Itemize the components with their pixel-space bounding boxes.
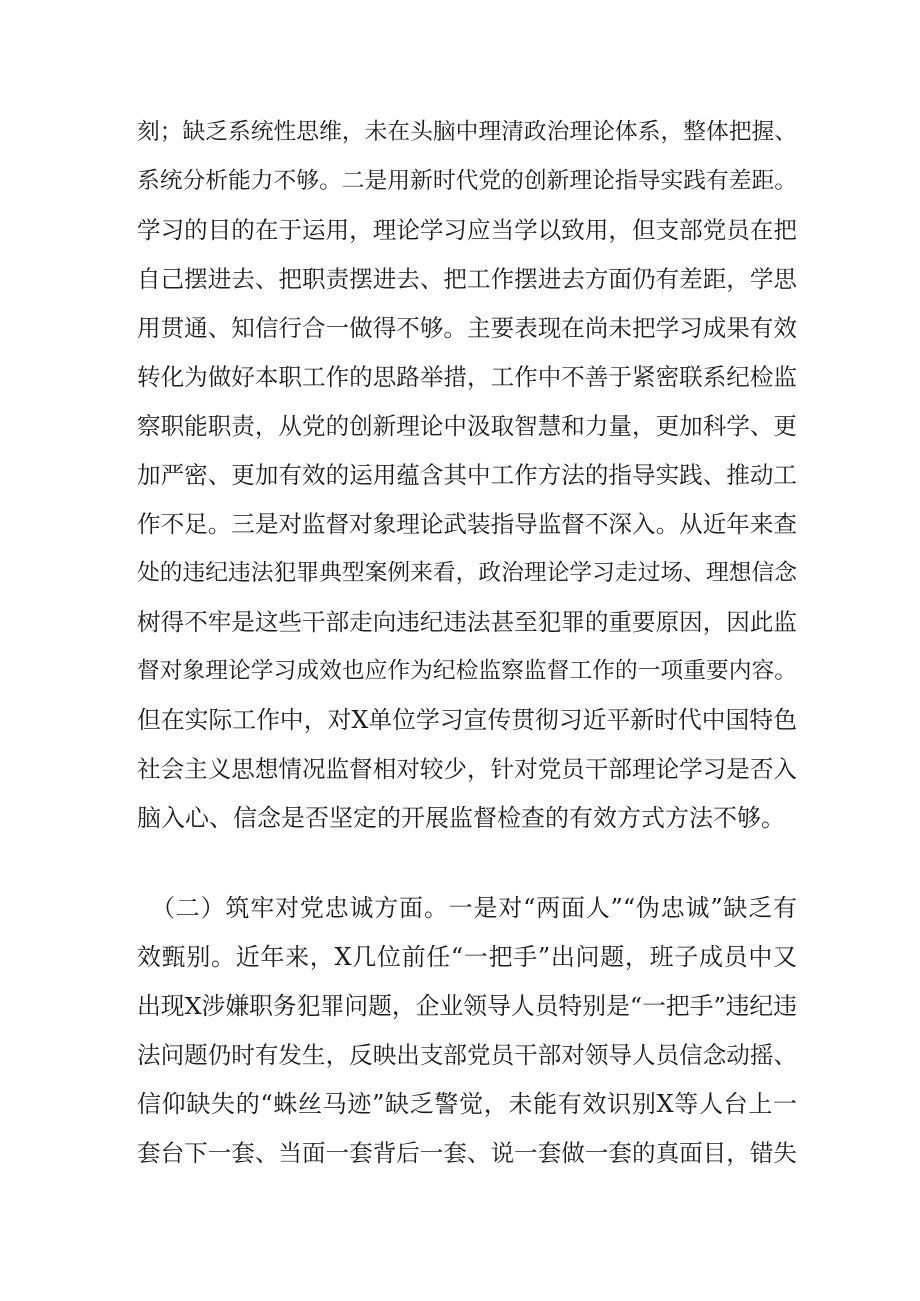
text-line: 刻；缺乏系统性思维，未在头脑中理清政治理论体系，整体把握、: [137, 119, 797, 145]
text-line: 处的违纪违法犯罪典型案例来看，政治理论学习走过场、理想信念: [137, 560, 797, 586]
text-line: 作不足。三是对监督对象理论武装指导监督不深入。从近年来查: [137, 510, 797, 538]
text-line: 系统分析能力不够。二是用新时代党的创新理论指导实践有差距。: [137, 168, 797, 194]
text-line: 信仰缺失的“蛛丝马迹”缺乏警觉，未能有效识别X等人台上一: [137, 1090, 797, 1118]
text-line: 脑入心、信念是否坚定的开展监督检查的有效方式方法不够。: [137, 804, 785, 832]
text-line: 社会主义思想情况监督相对较少，针对党员干部理论学习是否入: [137, 755, 797, 783]
text-line: 用贯通、知信行合一做得不够。主要表现在尚未把学习成果有效: [137, 314, 797, 342]
text-line: 督对象理论学习成效也应作为纪检监察监督工作的一项重要内容。: [137, 658, 797, 684]
text-line: 察职能职责，从党的创新理论中汲取智慧和力量，更加科学、更: [137, 412, 797, 440]
text-line: 加严密、更加有效的运用蕴含其中工作方法的指导实践、推动工: [137, 461, 797, 489]
text-line: 效甄别。近年来，X几位前任“一把手”出问题，班子成员中又: [137, 943, 797, 971]
text-line: 学习的目的在于运用，理论学习应当学以致用，但支部党员在把: [137, 216, 797, 244]
text-line: 树得不牢是这些干部走向违纪违法甚至犯罪的重要原因，因此监: [137, 608, 797, 636]
text-line: 出现X涉嫌职务犯罪问题，企业领导人员特别是“一把手”违纪违: [137, 992, 797, 1020]
text-line: 法问题仍时有发生，反映出支部党员干部对领导人员信念动摇、: [137, 1041, 797, 1069]
text-line: 自己摆进去、把职责摆进去、把工作摆进去方面仍有差距，学思: [137, 265, 797, 293]
text-line: 但在实际工作中，对X单位学习宣传贯彻习近平新时代中国特色: [137, 706, 797, 734]
section-heading-line: （二）筑牢对党忠诚方面。一是对“两面人”“伪忠诚”缺乏有: [151, 894, 797, 922]
text-line: 套台下一套、当面一套背后一套、说一套做一套的真面目，错失: [137, 1139, 797, 1167]
text-line: 转化为做好本职工作的思路举措，工作中不善于紧密联系纪检监: [137, 363, 797, 391]
